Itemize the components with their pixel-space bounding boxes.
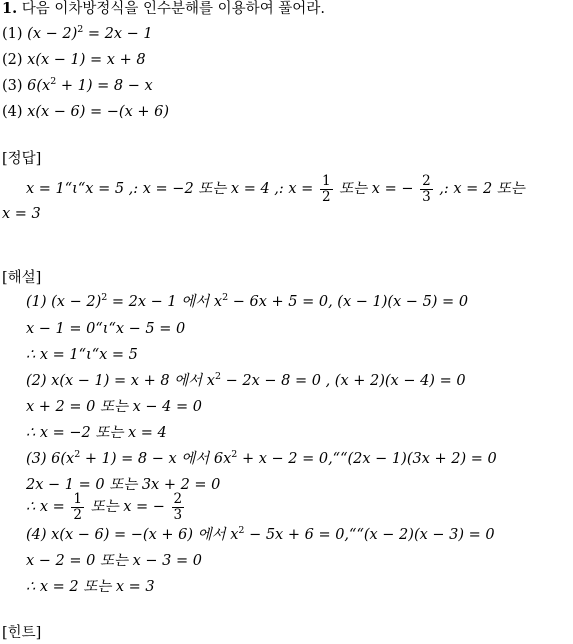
fraction-two-thirds: $\frac{2}{3}$: [173, 490, 183, 523]
problem-item-1: (1) $(x - 2)^2 = 2x - 1$: [2, 24, 153, 42]
problem-number: 1.: [2, 0, 18, 17]
problem-item-2: (2) x(x − 1) = x + 8: [2, 52, 146, 68]
answer-line-2: x = 3: [2, 206, 41, 222]
solution-step-6: ∴ x = −2 또는 x = 4: [26, 425, 167, 441]
problem-item-4: (4) x(x − 6) = −(x + 6): [2, 104, 170, 120]
solution-step-1: (1) $(x - 2)^2 = 2x - 1$ 에서 $x^2 - 6x + 5 = 0$, (x − 1)(x − 5) = 0: [26, 292, 469, 310]
solution-header: [해설]: [2, 270, 42, 286]
fraction-one-half: $\frac{1}{2}$: [73, 490, 82, 523]
problem-title: [2, 0, 325, 18]
solution-step-10: (4) x(x − 6) = −(x + 6) 에서 $x^2 - 5x + 6$ = 0,““(x − 2)(x − 3) = 0: [26, 525, 495, 543]
problem-item-3: (3) $6(x^2 + 1) = 8 - x$: [2, 76, 153, 94]
fraction-one-half: $\frac{1}{2}$: [321, 172, 331, 205]
solution-step-7: (3) $6(x^2 + 1) = 8 - x$ 에서 $6x^2 + x - 2$ = 0,““(2x − 1)(3x + 2) = 0: [26, 449, 497, 467]
solution-step-8: 2x − 1 = 0 또는 3x + 2 = 0: [26, 477, 221, 493]
solution-step-11: x − 2 = 0 또는 x − 3 = 0: [26, 553, 202, 569]
answer-header: [정답]: [2, 151, 42, 167]
solution-step-12: ∴ x = 2 또는 x = 3: [26, 579, 155, 595]
solution-step-5: x + 2 = 0 또는 x − 4 = 0: [26, 399, 202, 415]
solution-step-4: (2) x(x − 1) = x + 8 에서 $x^2 - 2x - 8 = 0$ , (x + 2)(x − 4) = 0: [26, 371, 466, 389]
hint-header: [힌트]: [2, 625, 42, 641]
solution-step-2: x − 1 = 0“ι“x − 5 = 0: [26, 321, 186, 337]
solution-step-3: ∴ x = 1“ι“x = 5: [26, 347, 138, 363]
answer-line-1: x = 1“ι“x = 5 ,: x = −2 또는 x = 4 ,: x = $\frac{1}{2}$ 또는 x = − $\frac{2}{3}$ ,: x = 2 또는: [26, 172, 525, 205]
solution-step-9: ∴ x = $\frac{1}{2}$ 또는 x = − $\frac{2}{3}$: [26, 490, 183, 523]
fraction-two-thirds: $\frac{2}{3}$: [422, 172, 431, 205]
problem-instruction: 다음 이차방정식을 인수분해를 이용하여 풀어라.: [21, 1, 325, 17]
